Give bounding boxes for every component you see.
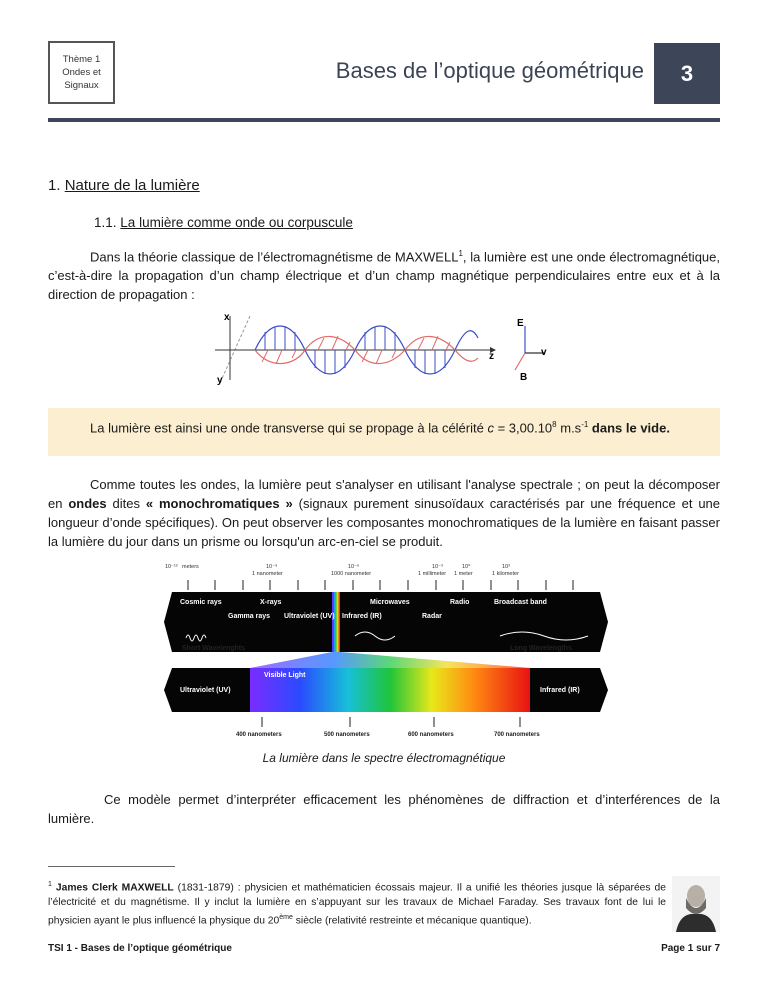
v-label: v <box>541 347 547 358</box>
header-rule <box>48 118 720 122</box>
scale-label: 10⁻¹² <box>165 564 178 570</box>
nm-label: 500 nanometers <box>324 732 370 738</box>
band-label: Gamma rays <box>228 613 271 620</box>
paragraph-spectral: Comme toutes les ondes, la lumière peut s'analyser en utilisant l'analyse spectrale ; on peut la décomposer en ondes dites « monochromatiques » (signaux purement sinusoïdaux caractérisés par une fréquence et une longueur d’onde spécifiques). On peut observer les composantes monochromatiques de la lumière en faisant passer la lumière du jour dans un prisme ou lorsqu'un arc-en-ciel se produit. <box>48 477 721 549</box>
scale-label: 1000 nanometer <box>331 571 372 577</box>
scale-label: 10³ <box>502 564 510 570</box>
axis-z-label: z <box>489 351 494 362</box>
short-wavelength-label: Short Wavelenghts <box>182 645 246 652</box>
nm-labels <box>236 732 540 738</box>
spectrum-figure <box>160 560 610 745</box>
theme-line: Thème 1 <box>62 54 101 65</box>
theme-line: Ondes et <box>62 67 101 78</box>
em-wave-figure <box>210 308 560 388</box>
wavelength-scale <box>165 563 519 577</box>
scale-label: 10⁰ <box>462 564 471 570</box>
band-label: Radar <box>422 613 442 620</box>
footnote-ref: 1 <box>458 249 463 258</box>
chapter-number: 3 <box>654 43 720 104</box>
footer-left: TSI 1 - Bases de l’optique géométrique <box>48 943 232 954</box>
scale-ticks <box>188 580 573 590</box>
band-label: Broadcast band <box>494 599 547 606</box>
paragraph-diffraction: Ce modèle permet d’interpréter efficacement les phénomènes de diffraction et d’interférences de la lumière. <box>48 792 720 826</box>
axis-y-label: y <box>217 375 223 386</box>
figure-caption: La lumière dans le spectre électromagnétique <box>262 751 506 765</box>
theme-box <box>48 41 115 104</box>
scale-label: 10⁻³ <box>432 564 443 570</box>
nm-ticks <box>262 717 520 727</box>
band-label: Ultraviolet (UV) <box>284 613 335 620</box>
uv-label: Ultraviolet (UV) <box>180 687 231 694</box>
visible-slice <box>332 592 340 652</box>
b-label: B <box>520 372 528 383</box>
subsection-title: La lumière comme onde ou corpuscule <box>120 215 353 230</box>
b-vector <box>515 353 525 370</box>
footnote-rule <box>48 866 175 867</box>
band-label: Infrared (IR) <box>342 613 382 620</box>
footnote: $^1$ James Clerk MAXWELL (1831-1879) : physicien et mathématicien écossais majeur. Il a unifié les théories jusque là séparées de l’électricité et du magnétisme. Il y inclut la lumière en s’appuyant sur les travaux de Michael Faraday. Ses travaux font de lui le physicien ayant le plus influencé la physique du 20ème siècle (relativité restreinte et mécanique quantique). <box>48 881 666 927</box>
section-number: 1. <box>48 177 61 194</box>
theme-line: Signaux <box>64 80 99 91</box>
section-heading <box>48 177 200 194</box>
page-title: Bases de l’optique géométrique <box>335 58 644 83</box>
scale-label: 1 millimeter <box>418 571 447 577</box>
scale-label: 1 kilometer <box>492 571 519 577</box>
visible-light-label: Visible Light <box>264 672 306 679</box>
scale-label: meters <box>182 564 199 570</box>
section-title: Nature de la lumière <box>64 177 200 194</box>
scale-label: 1 meter <box>454 571 473 577</box>
band-label: Radio <box>450 599 470 606</box>
ir-label: Infrared (IR) <box>540 687 580 694</box>
maxwell-portrait <box>672 876 720 932</box>
visible-fan <box>250 652 530 668</box>
scale-label: 10⁻⁶ <box>348 564 360 570</box>
band-label: Microwaves <box>370 599 410 606</box>
nm-label: 400 nanometers <box>236 732 282 738</box>
axis-x-label: x <box>224 312 230 323</box>
band-label: X-rays <box>260 599 282 606</box>
paragraph-maxwell: Dans la théorie classique de l’électromagnétisme de MAXWELL$^1$, la lumière est une onde électromagnétique, c’est-à-dire la propagation d’un champ électrique et d’un champ magnétique perpendiculaires entre eux et à la direction de propagation : <box>48 249 720 303</box>
nm-label: 600 nanometers <box>408 732 454 738</box>
nm-label: 700 nanometers <box>494 732 540 738</box>
scale-label: 10⁻⁹ <box>266 564 278 570</box>
band-label: Cosmic rays <box>180 599 222 606</box>
highlight-text: La lumière est ainsi une onde transverse qui se propage à la célérité $c = 3,00.10^8$ $m.s^{-1}$ dans le vide. <box>90 420 670 436</box>
e-label: E <box>517 318 524 329</box>
long-wavelength-label: Long Wavelengths <box>510 645 572 652</box>
subsection-heading <box>94 215 353 230</box>
subsection-number: 1.1. <box>94 215 117 230</box>
page-number: Page 1 sur 7 <box>661 943 720 954</box>
scale-label: 1 nanometer <box>252 571 283 577</box>
